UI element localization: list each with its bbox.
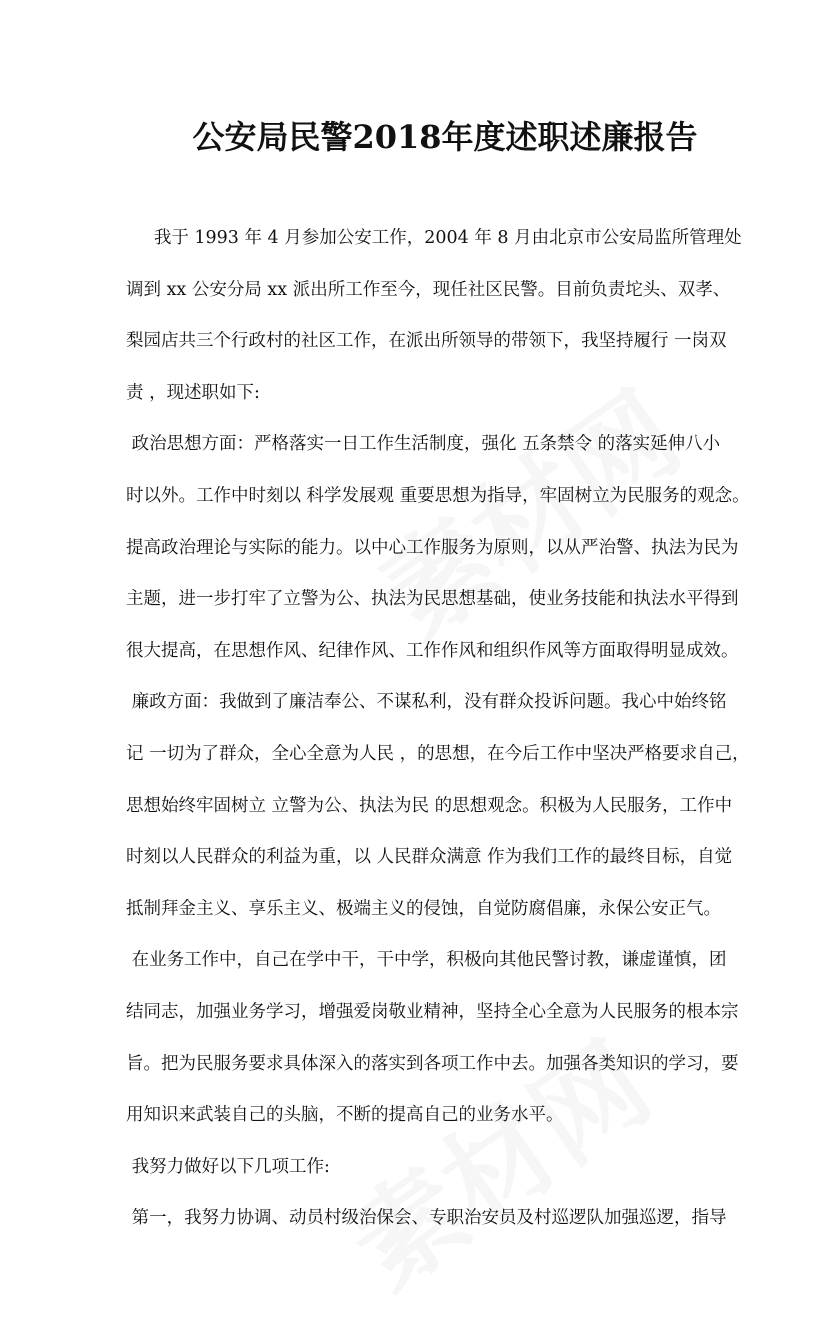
paragraph-line: 主题，进一步打牢了立警为公、执法为民思想基础，使业务技能和执法水平得到 (126, 589, 739, 610)
paragraph-line: 很大提高，在思想作风、纪律作风、工作作风和组织作风等方面取得明显成效。 (126, 640, 739, 661)
paragraph-line: 提高政治理论与实际的能力。以中心工作服务为原则，以从严治警、执法为民为 (126, 537, 739, 558)
paragraph-line: 廉政方面：我做到了廉洁奉公、不谋私利，没有群众投诉问题。我心中始终铭 (126, 692, 727, 713)
paragraph-line: 旨。把为民服务要求具体深入的落实到各项工作中去。加强各类知识的学习，要 (126, 1053, 739, 1074)
paragraph-line: 结同志，加强业务学习，增强爱岗敬业精神，坚持全心全意为人民服务的根本宗 (126, 1002, 739, 1022)
paragraph-line: 责 ，现述职如下: (126, 382, 260, 403)
paragraph-line: 在业务工作中，自己在学中干，干中学，积极向其他民警讨教，谦虚谨慎，团 (126, 950, 727, 971)
paragraph-line: 我努力做好以下几项工作: (126, 1156, 330, 1177)
watermark (315, 1000, 676, 1318)
document-title: 公安局民警2018年度述职述廉报告 (192, 118, 698, 156)
paragraph-line: 记 一切为了群众，全心全意为人民 ，的思想，在今后工作中坚决严格要求自己， (126, 744, 750, 764)
paragraph-line: 用知识来武装自己的头脑，不断的提高自己的业务水平。 (126, 1105, 564, 1126)
paragraph-line: 时以外。工作中时刻以 科学发展观 重要思想为指导，牢固树立为民服务的观念。 (126, 486, 750, 506)
paragraph-line: 调到 xx 公安分局 xx 派出所工作至今，现任社区民警。目前负责坨头、双孝、 (126, 279, 731, 300)
paragraph-line: 我于 1993 年 4 月参加公安工作，2004 年 8 月由北京市公安局监所管理处 (126, 228, 742, 248)
paragraph-line: 梨园店共三个行政村的社区工作，在派出所领导的带领下，我坚持履行 一岗双 (126, 331, 727, 352)
paragraph-line: 思想始终牢固树立 立警为公、执法为民 的思想观念。积极为人民服务，工作中 (126, 795, 733, 816)
paragraph-line: 第一，我努力协调、动员村级治保会、专职治安员及村巡逻队加强巡逻，指导 (126, 1208, 727, 1229)
paragraph-line: 政治思想方面：严格落实一日工作生活制度，强化 五条禁令 的落实延伸八小 (126, 434, 721, 455)
watermark (345, 350, 706, 669)
paragraph-line: 时刻以人民群众的利益为重，以 人民群众满意 作为我们工作的最终目标，自觉 (126, 847, 733, 868)
paragraph-line: 抵制拜金主义、享乐主义、极端主义的侵蚀，自觉防腐倡廉，永保公安正气。 (126, 898, 721, 919)
